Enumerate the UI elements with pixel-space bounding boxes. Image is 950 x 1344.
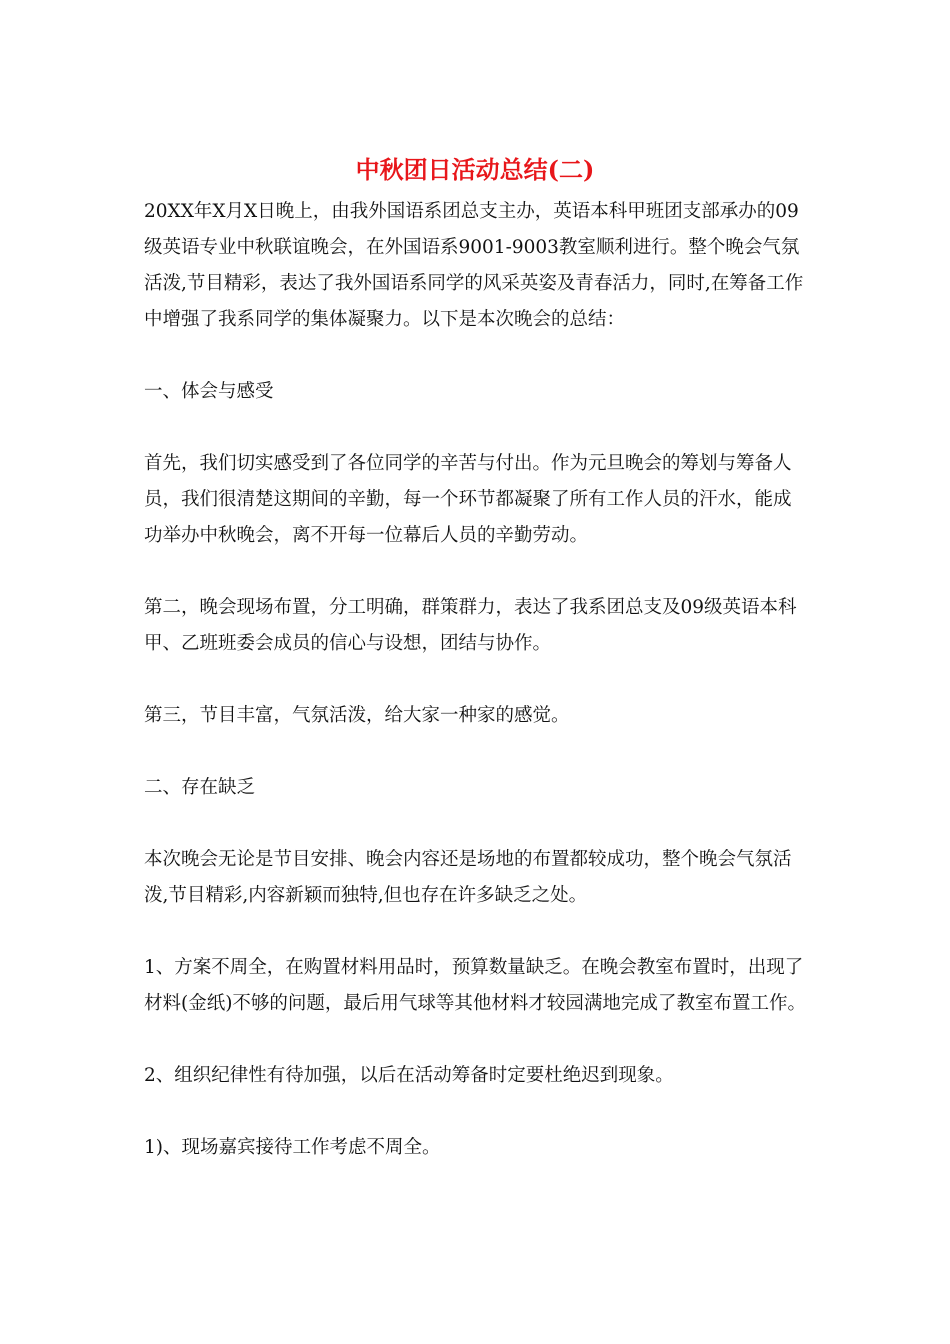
document-body (144, 194, 808, 1166)
section-heading-shortcomings: 二、存在缺乏 (144, 777, 256, 798)
paragraph-second: 第二，晚会现场布置，分工明确，群策群力，表达了我系团总支及09级英语本科甲、乙班班委会成员的信心与设想，团结与协作。 (144, 597, 797, 654)
paragraph-intro: 20XX年X月X日晚上，由我外国语系团总支主办，英语本科甲班团支部承办的09级英语专业中秋联谊晚会，在外国语系9001-9003教室顺利进行。整个晚会气氛活泼,节目精彩，表达了我外国语系同学的风采英姿及青春活力，同时,在筹备工作中增强了我系同学的集体凝聚力。以下是本次晚会的总结： (144, 201, 804, 330)
paragraph-first: 首先，我们切实感受到了各位同学的辛苦与付出。作为元旦晚会的筹划与筹备人员，我们很清楚这期间的辛勤，每一个环节都凝聚了所有工作人员的汗水，能成功举办中秋晚会，离不开每一位幕后人员的辛勤劳动。 (144, 453, 792, 546)
paragraph-overview: 本次晚会无论是节目安排、晚会内容还是场地的布置都较成功，整个晚会气氛活泼,节目精彩,内容新颖而独特,但也存在许多缺乏之处。 (144, 849, 792, 906)
paragraph-point-1: 1、方案不周全，在购置材料用品时，预算数量缺乏。在晚会教室布置时，出现了材料(金纸)不够的问题，最后用气球等其他材料才较园满地完成了教室布置工作。 (144, 957, 806, 1014)
paragraph-point-2: 2、组织纪律性有待加强，以后在活动筹备时定要杜绝迟到现象。 (144, 1065, 674, 1086)
paragraph-subpoint-1: 1)、现场嘉宾接待工作考虑不周全。 (144, 1137, 441, 1158)
section-heading-feelings: 一、体会与感受 (144, 381, 274, 402)
paragraph-third: 第三，节目丰富，气氛活泼，给大家一种家的感觉。 (144, 705, 570, 726)
document-title: 中秋团日活动总结(二) (355, 155, 595, 184)
